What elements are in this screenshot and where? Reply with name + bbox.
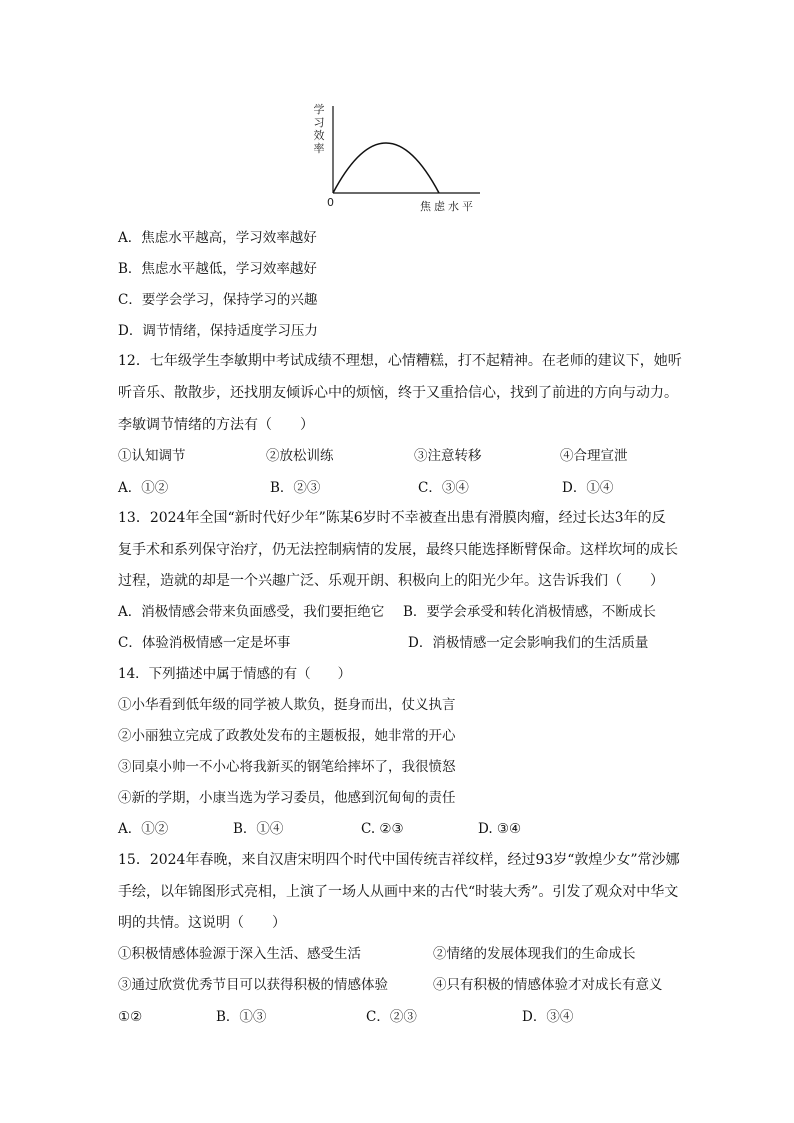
- q12-stem-line-1: 12．七年级学生李敏期中考试成绩不理想，心情糟糕，打不起精神。在老师的建议下，她听: [118, 353, 682, 369]
- q14-item-3: ③同桌小帅一不小心将我新买的钢笔给摔坏了，我很愤怒: [118, 759, 456, 775]
- q12-stem-line-2: 听音乐、散散步，还找朋友倾诉心中的烦恼，终于又重拾信心，找到了前进的方向与动力。: [118, 385, 678, 401]
- q13-stem-line-2: 复手术和系列保守治疗，仍无法控制病情的发展，最终只能选择断臂保命。这样坎坷的成长: [118, 542, 678, 558]
- q14-stem: 14．下列描述中属于情感的有（ ）: [118, 666, 352, 682]
- q12-item-2: ②放松训练: [266, 448, 334, 464]
- q12-stem-line-3: 李敏调节情绪的方法有（ ）: [118, 417, 314, 433]
- q11-option-a: A．焦虑水平越高，学习效率越好: [118, 230, 317, 246]
- q12-choice-b: B．②③: [270, 480, 321, 496]
- q15-choice-d: D．③④: [522, 1009, 574, 1025]
- x-axis-label: 焦虑水平: [420, 200, 476, 213]
- q12-choice-a: A．①②: [118, 480, 169, 496]
- q12-item-4: ④合理宣泄: [560, 448, 628, 464]
- anxiety-efficiency-figure: [300, 100, 490, 220]
- q15-item-4: ④只有积极的情感体验才对成长有意义: [433, 977, 663, 993]
- q15-item-1: ①积极情感体验源于深入生活、感受生活: [118, 946, 361, 962]
- origin-label: 0: [327, 196, 334, 209]
- q12-choice-d: D．①④: [562, 480, 614, 496]
- q15-stem-line-3: 明的共情。这说明（ ）: [118, 915, 286, 931]
- inverted-u-curve: [333, 143, 439, 193]
- q13-choice-c: C．体验消极情感一定是坏事: [118, 635, 291, 651]
- q14-choice-d: D. ③④: [478, 821, 522, 837]
- q15-item-3: ③通过欣赏优秀节目可以获得积极的情感体验: [118, 977, 388, 993]
- q13-choice-b: B．要学会承受和转化消极情感，不断成长: [403, 604, 656, 620]
- q12-choice-c: C．③④: [418, 480, 469, 496]
- q12-item-1: ①认知调节: [118, 448, 186, 464]
- q11-option-d: D．调节情绪，保持适度学习压力: [118, 323, 318, 339]
- y-axis-label: 学 习 效 率: [313, 103, 325, 155]
- q15-stem-line-2: 手绘，以年锦图形式亮相，上演了一场人从画中来的古代“时装大秀”。引发了观众对中华文: [118, 884, 679, 900]
- q14-choice-c: C. ②③: [361, 821, 404, 837]
- q11-option-b: B．焦虑水平越低，学习效率越好: [118, 261, 317, 277]
- q14-item-1: ①小华看到低年级的同学被人欺负，挺身而出，仗义执言: [118, 697, 456, 713]
- q13-stem-line-3: 过程，造就的却是一个兴趣广泛、乐观开朗、积极向上的阳光少年。这告诉我们（ ）: [118, 573, 664, 589]
- q15-item-2: ②情绪的发展体现我们的生命成长: [433, 946, 636, 962]
- q15-choice-c: C．②③: [366, 1009, 417, 1025]
- q14-choice-a: A．①②: [118, 821, 169, 837]
- q14-item-2: ②小丽独立完成了政教处发布的主题板报，她非常的开心: [118, 728, 456, 744]
- q14-item-4: ④新的学期，小康当选为学习委员，他感到沉甸甸的责任: [118, 790, 456, 806]
- q13-choice-a: A．消极情感会带来负面感受，我们要拒绝它: [118, 604, 385, 620]
- q14-choice-b: B．①④: [233, 821, 284, 837]
- q15-stem-line-1: 15．2024年春晚，来自汉唐宋明四个时代中国传统吉祥纹样，经过93岁“敦煌少女”常沙娜: [118, 852, 680, 868]
- q13-choice-d: D．消极情感一定会影响我们的生活质量: [408, 635, 649, 651]
- q13-stem-line-1: 13．2024年全国“新时代好少年”陈某6岁时不幸被查出患有滑膜肉瘤，经过长达3年的反: [118, 510, 666, 526]
- q15-choice-b: B．①③: [216, 1009, 267, 1025]
- q15-choice-a: ①②: [118, 1009, 143, 1025]
- q12-item-3: ③注意转移: [414, 448, 482, 464]
- q11-option-c: C．要学会学习，保持学习的兴趣: [118, 292, 318, 308]
